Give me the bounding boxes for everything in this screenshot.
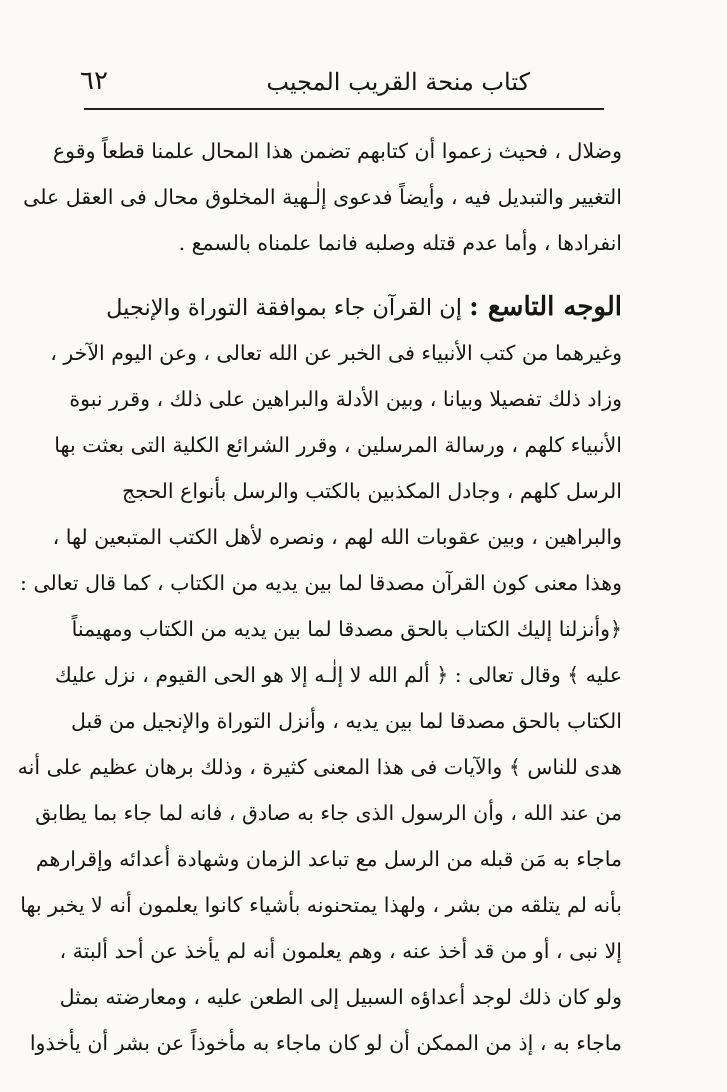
text-line: والبراهين ، وبين عقوبات الله لهم ، ونصره لأهل الكتب المتبعين لها ، bbox=[52, 525, 622, 549]
paragraph-first-line bbox=[82, 284, 622, 330]
header-rule bbox=[84, 108, 604, 110]
text-line-continuation: إن القرآن جاء بموافقة التوراة والإنجيل bbox=[106, 295, 463, 321]
text-line: ﴿وأنزلنا إليك الكتاب بالحق مصدقا لما بين يديه من الكتاب ومهيمناً bbox=[71, 617, 622, 641]
text-line: إلا نبى ، أو من قد أخذ عنه ، وهم يعلمون أنه لم يأخذ عن أحد ألبتة ، bbox=[59, 939, 622, 963]
text-line: التغيير والتبديل فيه ، وأيضاً فدعوى إلٰـهية المخلوق محال فى العقل على bbox=[23, 185, 622, 209]
text-line: هدى للناس ﴾ والآيات فى هذا المعنى كثيرة ، وذلك برهان عظيم على أنه bbox=[17, 755, 622, 779]
text-line: ولو كان ذلك لوجد أعداؤه السبيل إلى الطعن عليه ، ومعارضته بمثل bbox=[59, 985, 622, 1009]
body-text bbox=[17, 128, 622, 1066]
text-line: ماجاء به ، إذ من الممكن أن لو كان ماجاء به مأخوذاً عن بشر أن يأخذوا bbox=[29, 1031, 622, 1055]
text-line: وضلال ، فحيث زعموا أن كتابهم تضمن هذا المحال علمنا قطعاً وقوع bbox=[52, 139, 622, 163]
text-line: الرسل كلهم ، وجادل المكذبين بالكتب والرسل بأنواع الحجج bbox=[121, 479, 622, 503]
text-line: وزاد ذلك تفصيلا وبيانا ، وبين الأدلة والبراهين على ذلك ، وقرر نبوة bbox=[69, 387, 622, 411]
running-title: كتاب منحة القريب المجيب bbox=[266, 68, 530, 96]
text-line: انفرادها ، وأما عدم قتله وصلبه فانما علمناه بالسمع . bbox=[178, 231, 622, 255]
page-header bbox=[80, 62, 600, 110]
section-heading: الوجه التاسع : bbox=[469, 292, 622, 322]
text-line: عليه ﴾ وقال تعالى : ﴿ ألم الله لا إلٰـه إلا هو الحى القيوم ، نزل عليك bbox=[54, 663, 622, 687]
text-line: وغيرهما من كتب الأنبياء فى الخبر عن الله تعالى ، وعن اليوم الآخر ، bbox=[50, 341, 622, 365]
text-line: بأنه لم يتلقه من بشر ، ولهذا يمتحنونه بأشياء كانوا يعلمون أنه لا يخبر بها bbox=[20, 893, 622, 917]
text-line: ماجاء به مَن قبله من الرسل مع تباعد الزمان وشهادة أعدائه وإقرارهم bbox=[35, 847, 622, 871]
text-line: الكتاب بالحق مصدقا لما بين يديه ، وأنزل التوراة والإنجيل من قبل bbox=[71, 709, 622, 733]
text-line: الأنبياء كلهم ، ورسالة المرسلين ، وقرر الشرائع الكلية التى بعثت بها bbox=[54, 433, 622, 457]
text-line: من عند الله ، وأن الرسول الذى جاء به صادق ، فانه لما جاء بما يطابق bbox=[35, 801, 622, 825]
paragraph-gap bbox=[82, 266, 622, 284]
text-line: وهذا معنى كون القرآن مصدقا لما بين يديه من الكتاب ، كما قال تعالى : bbox=[20, 571, 622, 595]
page-number: ٦٢ bbox=[80, 66, 108, 96]
